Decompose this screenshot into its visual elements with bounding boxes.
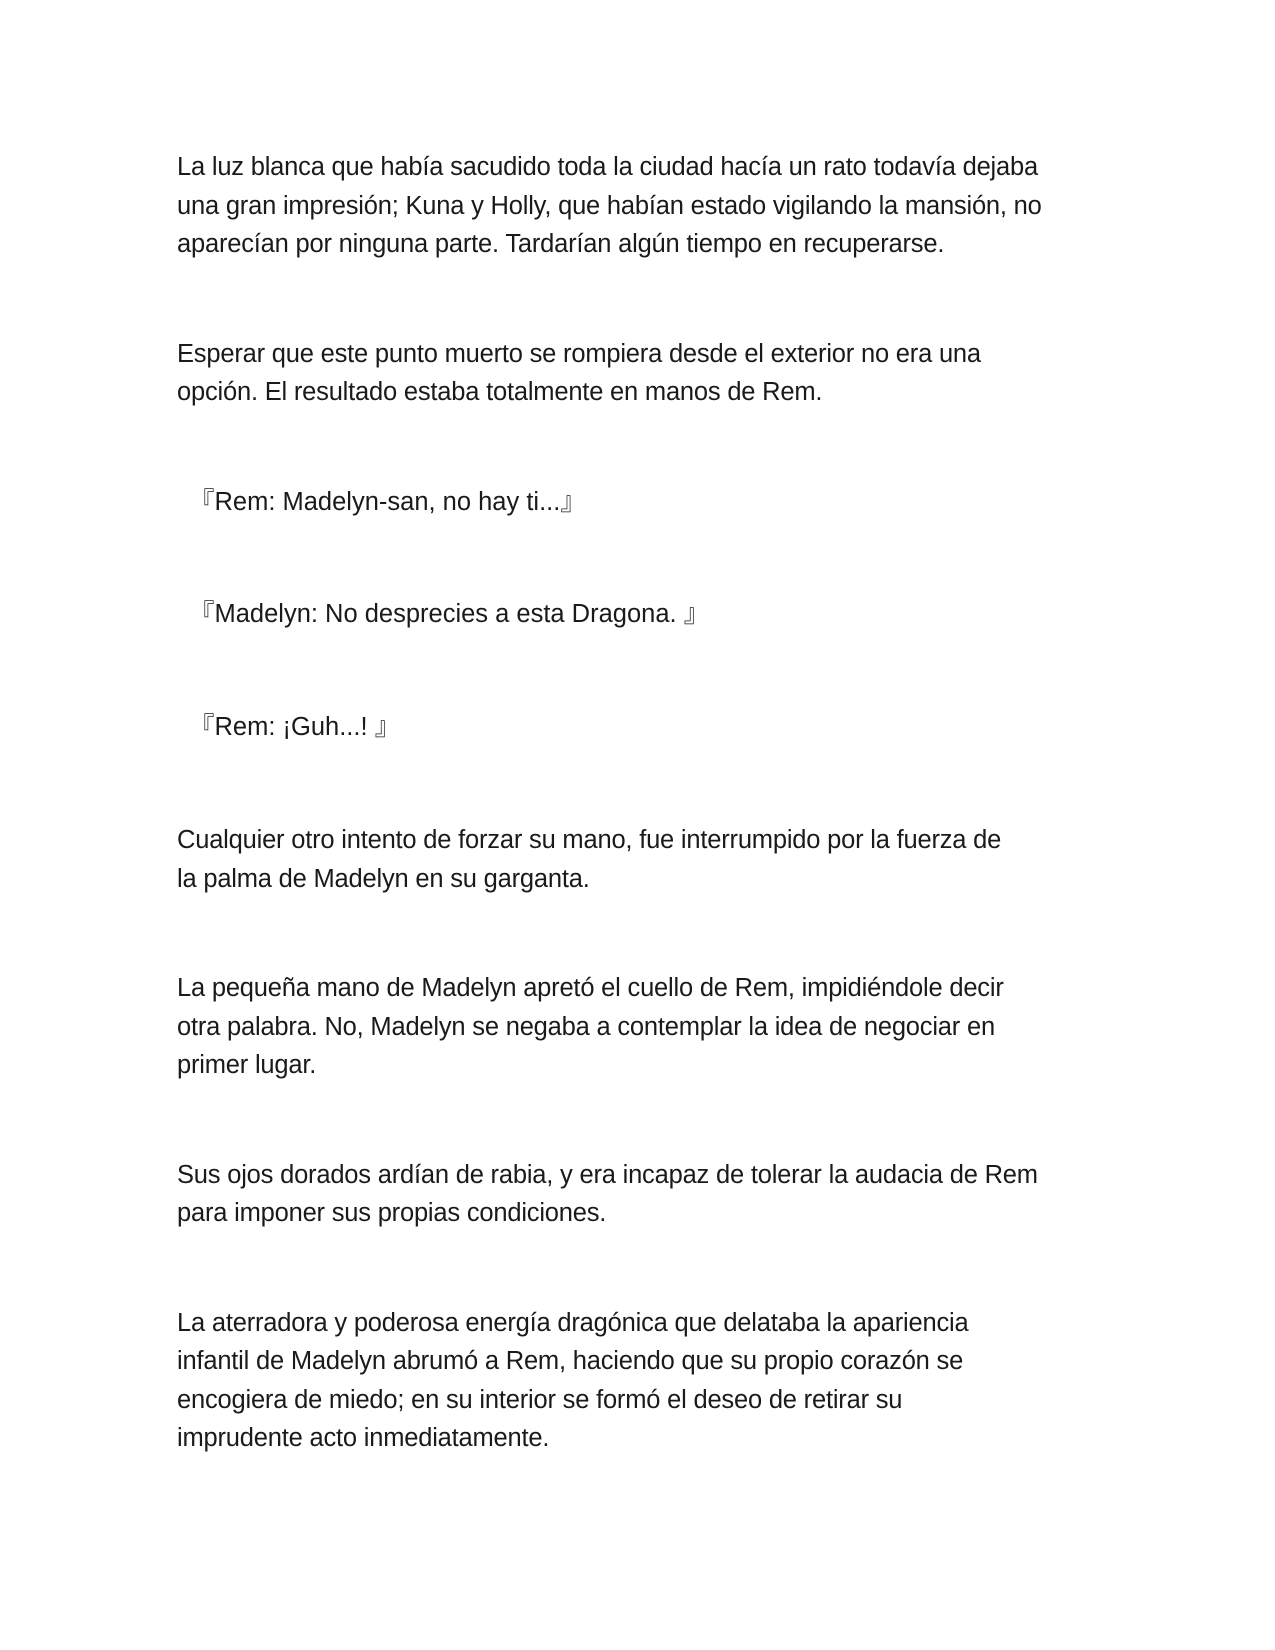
- paragraph-line: opción. El resultado estaba totalmente en manos de Rem.: [177, 378, 823, 406]
- paragraph-line: encogiera de miedo; en su interior se formó el deseo de retirar su: [177, 1385, 903, 1414]
- paragraph-line: primer lugar.: [177, 1051, 317, 1079]
- paragraph-white-light: [177, 148, 1117, 264]
- paragraph-line: Esperar que este punto muerto se rompiera desde el exterior no era una: [177, 339, 981, 368]
- paragraph-small-hand: [177, 969, 1117, 1085]
- paragraph-line: Cualquier otro intento de forzar su mano, fue interrumpido por la fuerza de: [177, 826, 1002, 854]
- paragraph-golden-eyes: [177, 1156, 1117, 1233]
- paragraph-line: La luz blanca que había sacudido toda la ciudad hacía un rato todavía dejaba: [177, 153, 1038, 181]
- dialogue-rem-1: 『Rem: Madelyn-san, no hay ti...』: [189, 487, 586, 516]
- paragraph-line: aparecían por ninguna parte. Tardarían algún tiempo en recuperarse.: [177, 230, 945, 258]
- paragraph-stalemate: [177, 335, 1117, 412]
- dialogue-rem-2: 『Rem: ¡Guh...! 』: [189, 712, 401, 741]
- paragraph-line: otra palabra. No, Madelyn se negaba a contemplar la idea de negociar en: [177, 1012, 995, 1041]
- paragraph-line: La pequeña mano de Madelyn apretó el cuello de Rem, impidiéndole decir: [177, 974, 1004, 1002]
- paragraph-draconic-energy: [177, 1304, 1117, 1458]
- paragraph-line: infantil de Madelyn abrumó a Rem, haciendo que su propio corazón se: [177, 1347, 964, 1375]
- dialogue-madelyn: 『Madelyn: No desprecies a esta Dragona. 』: [189, 600, 710, 628]
- paragraph-line: una gran impresión; Kuna y Holly, que habían estado vigilando la mansión, no: [177, 191, 1042, 220]
- paragraph-forcing-hand: [177, 821, 1117, 898]
- paragraph-line: la palma de Madelyn en su garganta.: [177, 864, 590, 893]
- paragraph-line: para imponer sus propias condiciones.: [177, 1199, 607, 1227]
- paragraph-line: imprudente acto inmediatamente.: [177, 1424, 550, 1452]
- paragraph-line: Sus ojos dorados ardían de rabia, y era incapaz de tolerar la audacia de Rem: [177, 1160, 1038, 1189]
- document-page: [177, 148, 1117, 1458]
- paragraph-line: La aterradora y poderosa energía dragónica que delataba la apariencia: [177, 1308, 969, 1337]
